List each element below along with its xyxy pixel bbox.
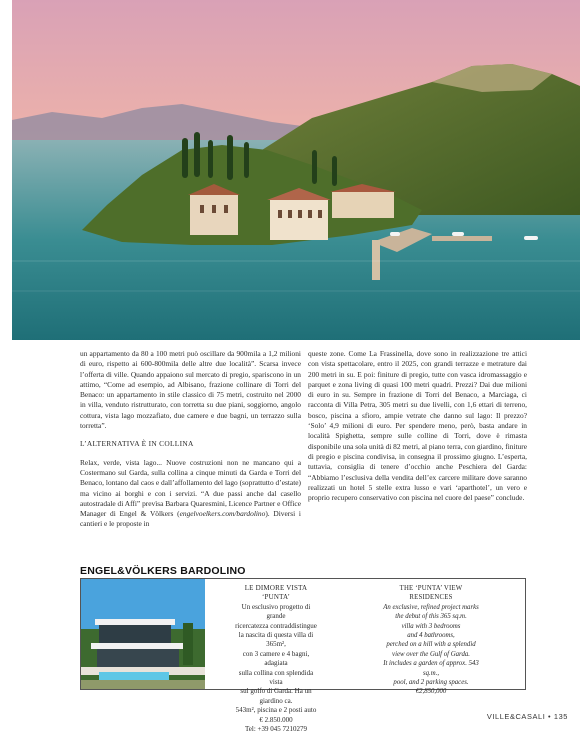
ad-it-line: con 3 camere e 4 bagni, adagiata <box>242 649 310 668</box>
villa-illustration <box>81 579 205 689</box>
ad-it-line: la nascita di questa villa di 365m², <box>238 631 314 649</box>
ad-en-line: the debut of this 365 sq.m. <box>395 613 467 621</box>
article-paragraph-2-end: ). Diversi i cantieri e le proposte in <box>80 509 301 529</box>
article-column-1 <box>80 349 301 538</box>
ad-description-italian <box>232 584 320 735</box>
ad-en-line: It includes a garden of approx. 543 sq.m., <box>383 660 479 677</box>
ad-description-english <box>382 584 480 697</box>
ad-en-line: An exclusive, refined project marks <box>383 603 479 611</box>
ad-it-line: 543m², piscina e 2 posti auto <box>235 706 317 715</box>
ad-en-line: and 4 bathrooms, <box>407 632 455 640</box>
ad-en-line: view over the Gulf of Garda. <box>392 650 470 658</box>
ad-en-line: perched on a hill with a splendid <box>386 641 476 649</box>
article-column-2 <box>308 349 527 511</box>
ad-en-line: pool, and 2 parking spaces. <box>393 679 469 687</box>
ad-it-heading: LE DIMORE VISTA ‘PUNTA’ <box>244 584 308 602</box>
ad-en-price: €2,850,000 <box>415 688 447 696</box>
ad-it-phone: Tel: +39 045 7210279 <box>245 725 307 734</box>
hero-illustration <box>12 0 580 340</box>
ad-it-line: ricercatezza contraddistingue <box>235 621 317 630</box>
ad-it-line: sul golfo di Garda. Ha un giardino ca. <box>240 687 312 705</box>
article-subheading: L’ALTERNATIVA È IN COLLINA <box>80 439 194 449</box>
article-paragraph-3: queste zone. Come La Frassinella, dove sono in realizzazione tre attici con vista spettacolare, entro il 2025, con grandi terrazze e metrature dai 200 metri in su. E poi: finiture di pregio, tutte con vasca idromassaggio e parquet e zona living di quasi 100 metri quadri. Prezzi? Dai due milioni di euro in su. Sempre in frazione di Torri del Benaco, a Marciaga, ci racconta di Villa Petra, 305 metri su due livelli, con 1,6 ettari di terreno, bosco, piscina a sfioro, ampie vetrate che danno sul lago: Il prezzo? ‘Solo’ 4,9 milioni di euro. Per spendere meno, però, basta andare in località Spighetta, sempre sulle colline di Torri, dove è rimasta disponibile una sola unità di 82 metri, al piano terra, con giardino, finiture di pregio e piscina condivisa, in consegna il prossimo giugno. L’esperta, tuttavia, consiglia di tenere d’occhio anche Peschiera del Garda: “Abbiamo l’esclusiva della vendita dell’ex carcere militare dove saranno realizzati un hotel 5 stelle extra lusso e vari ‘aparthotel’, un vero e proprio recupero conservativo con piscina nel cuore del paese” conclude. <box>308 349 527 503</box>
article-paragraph-2 <box>80 458 301 530</box>
ad-it-line: Un esclusivo progetto di grande <box>241 602 311 621</box>
article-paragraph-2-text: Relax, verde, vista lago... Nuove costruzioni non ne mancano qui a Costermano sul Garda, sulla collina a cinque minuti da Garda e Torri del Benaco, lontano dal caos e dall’affollamento del lago (soprattutto d’estate) ma vicino ai borghi e con i servizi. “A due passi anche dal casello autostradale di Affi” prevìsa Barbara Quaresmini, Licence Partner e Office Manager di Engel & Völkers ( <box>80 457 301 519</box>
ad-it-line: sulla collina con splendida vista <box>238 668 314 687</box>
ad-en-heading: THE ‘PUNTA’ VIEW RESIDENCES <box>399 585 463 602</box>
ad-title: ENGEL&VÖLKERS BARDOLINO <box>80 565 246 577</box>
ad-en-line: villa with 3 bedrooms <box>401 622 461 630</box>
agency-website-link: engelvoelkers.com/bardolino <box>179 509 266 519</box>
ad-villa-photo <box>81 579 205 689</box>
page-folio: VILLE&CASALI • 135 <box>486 712 568 721</box>
ad-it-price: € 2.850.000 <box>259 715 293 724</box>
article-paragraph-1: un appartamento da 80 a 100 metri può oscillare da 900mila a 1,2 milioni di euro, rispetto ai 600-800mila delle altre due località”. Scarsa invece l’offerta di ville. Quando appaiono sul mercato di pregio, spariscono in un attimo, “Come ad esempio, ad Albisano, frazione collinare di Torri del Benaco: un appartamento in stile classico di 75 metri, costruito nel 2000 in villa, venduto ristrutturato, con torretta su due piani, soggiorno, angolo cottura, vista lago mozzafiato, due camere e due bagni, un terrazzo sulla torretta”. <box>80 349 301 431</box>
hero-photo-lake-garda-punta <box>12 0 580 340</box>
